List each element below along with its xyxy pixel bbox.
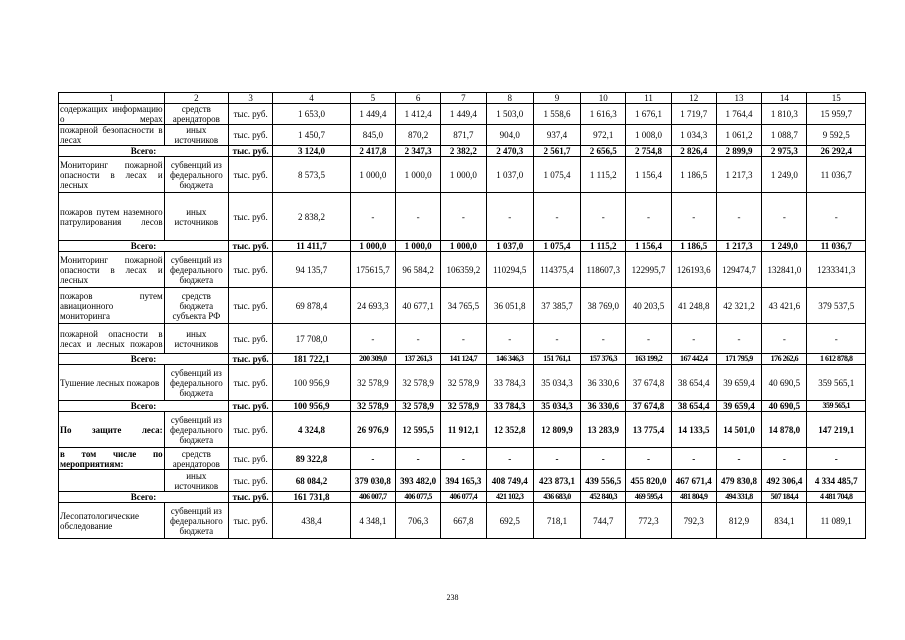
value-cell: 718,1 [533, 503, 580, 539]
value-cell: - [671, 324, 716, 354]
value-cell-col4: 8 573,5 [273, 157, 350, 193]
value-cell: 39 659,4 [716, 401, 761, 412]
value-cell: 4 348,1 [350, 503, 395, 539]
unit-cell: тыс. руб. [229, 193, 273, 241]
value-cell: 34 765,5 [441, 288, 486, 324]
value-cell: 1 037,0 [486, 241, 533, 252]
value-cell-col4: 1 653,0 [273, 104, 350, 125]
value-cell: 1 000,0 [350, 241, 395, 252]
value-cell: 1 676,1 [626, 104, 671, 125]
value-cell: 492 306,4 [762, 470, 807, 492]
value-cell: 406 007,7 [350, 492, 395, 503]
funding-source-cell: субвенций из федерального бюджета [164, 252, 228, 288]
table-row [59, 157, 866, 193]
value-cell: 12 809,9 [533, 412, 580, 448]
value-cell: 706,3 [396, 503, 441, 539]
column-number-cell: 9 [533, 93, 580, 104]
value-cell: 41 248,8 [671, 288, 716, 324]
page-number: 238 [446, 593, 459, 602]
value-cell: 36 330,6 [581, 401, 626, 412]
value-cell-col4: 161 731,8 [273, 492, 350, 503]
value-cell: 39 659,4 [716, 365, 761, 401]
value-cell: 904,0 [486, 125, 533, 146]
value-cell: 1 612 878,8 [807, 354, 866, 365]
value-cell: 42 321,2 [716, 288, 761, 324]
value-cell: 1 810,3 [762, 104, 807, 125]
value-cell: 36 051,8 [486, 288, 533, 324]
value-cell: - [350, 448, 395, 470]
funding-source-cell: субвенций из федерального бюджета [164, 157, 228, 193]
value-cell: - [626, 324, 671, 354]
table-row [59, 470, 866, 492]
value-cell: 421 102,3 [486, 492, 533, 503]
value-cell: 406 077,5 [396, 492, 441, 503]
value-cell: 667,8 [441, 503, 486, 539]
value-cell: - [807, 448, 866, 470]
value-cell: 40 690,5 [762, 365, 807, 401]
column-number-cell: 8 [486, 93, 533, 104]
value-cell: - [533, 193, 580, 241]
column-number-cell: 15 [807, 93, 866, 104]
value-cell: 175615,7 [350, 252, 395, 288]
value-cell: 1 186,5 [671, 241, 716, 252]
total-label: Всего: [59, 492, 229, 503]
unit-cell: тыс. руб. [229, 354, 273, 365]
value-cell: 1 217,3 [716, 157, 761, 193]
unit-cell: тыс. руб. [229, 146, 273, 157]
value-cell: - [762, 448, 807, 470]
value-cell: 972,1 [581, 125, 626, 146]
value-cell: 1 156,4 [626, 157, 671, 193]
funding-source-cell: субвенций из федерального бюджета [164, 412, 228, 448]
value-cell: 2 470,3 [486, 146, 533, 157]
measure-name-cell: в том числе по мероприятиям: [60, 448, 163, 469]
value-cell: 1 249,0 [762, 241, 807, 252]
funding-source-cell: средств бюджета субъекта РФ [164, 288, 228, 324]
value-cell: 2 826,4 [671, 146, 716, 157]
value-cell: - [533, 324, 580, 354]
value-cell: 11 912,1 [441, 412, 486, 448]
funding-source-cell: иных источников [164, 193, 228, 241]
value-cell-col4: 438,4 [273, 503, 350, 539]
total-row [59, 401, 866, 412]
value-cell: 870,2 [396, 125, 441, 146]
value-cell: - [396, 324, 441, 354]
value-cell: 38 654,4 [671, 365, 716, 401]
value-cell: 24 693,3 [350, 288, 395, 324]
value-cell-col4: 4 324,8 [273, 412, 350, 448]
column-number-cell: 6 [396, 93, 441, 104]
value-cell: - [716, 448, 761, 470]
value-cell: 1 449,4 [441, 104, 486, 125]
column-number-cell: 12 [671, 93, 716, 104]
value-cell: 494 331,8 [716, 492, 761, 503]
unit-cell: тыс. руб. [229, 503, 273, 539]
value-cell: 37 674,8 [626, 401, 671, 412]
value-cell: 132841,0 [762, 252, 807, 288]
value-cell: 157 376,3 [581, 354, 626, 365]
value-cell: 1 558,6 [533, 104, 580, 125]
value-cell: 359 565,1 [807, 365, 866, 401]
measure-name-cell: По защите леса: [59, 412, 165, 448]
column-number-cell: 13 [716, 93, 761, 104]
value-cell: 32 578,9 [350, 401, 395, 412]
value-cell: 14 878,0 [762, 412, 807, 448]
value-cell: 359 565,1 [807, 401, 866, 412]
value-cell-col4: 68 084,2 [273, 470, 350, 492]
total-row [59, 146, 866, 157]
total-row [59, 354, 866, 365]
value-cell: 167 442,4 [671, 354, 716, 365]
column-number-header [59, 93, 866, 104]
value-cell: 812,9 [716, 503, 761, 539]
column-number-cell: 14 [762, 93, 807, 104]
value-cell: 2 754,8 [626, 146, 671, 157]
value-cell: 14 501,0 [716, 412, 761, 448]
measure-name-cell: пожаров путем авиационного мониторинга [59, 288, 165, 324]
value-cell: 1 075,4 [533, 157, 580, 193]
value-cell: 2 561,7 [533, 146, 580, 157]
value-cell: 1 616,3 [581, 104, 626, 125]
value-cell: 1 186,5 [671, 157, 716, 193]
unit-cell: тыс. руб. [229, 412, 273, 448]
measure-name-cell [59, 470, 165, 492]
value-cell: 379 537,5 [807, 288, 866, 324]
value-cell: 2 656,5 [581, 146, 626, 157]
value-cell: 834,1 [762, 503, 807, 539]
value-cell: 35 034,3 [533, 365, 580, 401]
value-cell-col4: 181 722,1 [273, 354, 350, 365]
value-cell: 37 674,8 [626, 365, 671, 401]
value-cell: 126193,6 [671, 252, 716, 288]
unit-cell: тыс. руб. [229, 401, 273, 412]
value-cell: 1 037,0 [486, 157, 533, 193]
value-cell-col4: 2 838,2 [273, 193, 350, 241]
value-cell: 106359,2 [441, 252, 486, 288]
value-cell: 96 584,2 [396, 252, 441, 288]
value-cell: 1 075,4 [533, 241, 580, 252]
value-cell-col4: 100 956,9 [273, 365, 350, 401]
unit-cell: тыс. руб. [229, 252, 273, 288]
total-row [59, 492, 866, 503]
value-cell: 32 578,9 [350, 365, 395, 401]
value-cell: 1 503,0 [486, 104, 533, 125]
value-cell: 394 165,3 [441, 470, 486, 492]
total-label: Всего: [59, 241, 229, 252]
value-cell: 40 677,1 [396, 288, 441, 324]
value-cell: 393 482,0 [396, 470, 441, 492]
value-cell: 1 719,7 [671, 104, 716, 125]
table-row [59, 365, 866, 401]
value-cell-col4: 94 135,7 [273, 252, 350, 288]
value-cell: 406 077,4 [441, 492, 486, 503]
value-cell: 11 036,7 [807, 157, 866, 193]
column-number-cell: 1 [59, 93, 165, 104]
value-cell: 479 830,8 [716, 470, 761, 492]
value-cell: - [807, 324, 866, 354]
value-cell: 176 262,6 [762, 354, 807, 365]
value-cell: 1233341,3 [807, 252, 866, 288]
value-cell: 110294,5 [486, 252, 533, 288]
funding-source-cell: средств арендаторов [164, 448, 228, 470]
value-cell: 423 873,1 [533, 470, 580, 492]
funding-source-cell: иных источников [164, 324, 228, 354]
value-cell: 845,0 [350, 125, 395, 146]
value-cell: 772,3 [626, 503, 671, 539]
value-cell: - [671, 193, 716, 241]
value-cell: 481 804,9 [671, 492, 716, 503]
column-number-cell: 10 [581, 93, 626, 104]
funding-source-cell: субвенций из федерального бюджета [164, 365, 228, 401]
value-cell: 38 769,0 [581, 288, 626, 324]
value-cell: - [762, 193, 807, 241]
value-cell: - [626, 193, 671, 241]
value-cell: - [533, 448, 580, 470]
value-cell: 12 595,5 [396, 412, 441, 448]
measure-name-cell: Мониторинг пожарной опасности в лесах и лесных [59, 252, 165, 288]
value-cell: - [486, 193, 533, 241]
value-cell: 744,7 [581, 503, 626, 539]
value-cell: 151 761,1 [533, 354, 580, 365]
total-label: Всего: [59, 401, 229, 412]
value-cell: 9 592,5 [807, 125, 866, 146]
value-cell: - [441, 448, 486, 470]
value-cell: - [671, 448, 716, 470]
value-cell: 2 975,3 [762, 146, 807, 157]
value-cell: 1 000,0 [350, 157, 395, 193]
unit-cell: тыс. руб. [229, 125, 273, 146]
value-cell: 1 000,0 [396, 157, 441, 193]
value-cell: 1 034,3 [671, 125, 716, 146]
value-cell: 4 334 485,7 [807, 470, 866, 492]
value-cell: 13 775,4 [626, 412, 671, 448]
value-cell-col4: 3 124,0 [273, 146, 350, 157]
measure-name-cell: Лесопатологические обследование [59, 503, 165, 539]
value-cell: 14 133,5 [671, 412, 716, 448]
column-number-cell: 7 [441, 93, 486, 104]
value-cell: 2 417,8 [350, 146, 395, 157]
value-cell: 137 261,3 [396, 354, 441, 365]
value-cell-col4: 1 450,7 [273, 125, 350, 146]
value-cell: 32 578,9 [441, 401, 486, 412]
total-row [59, 241, 866, 252]
measure-name-cell: пожарной безопасности в лесах [60, 125, 163, 145]
value-cell: 129474,7 [716, 252, 761, 288]
value-cell: 11 036,7 [807, 241, 866, 252]
value-cell: - [350, 324, 395, 354]
column-number-cell: 3 [229, 93, 273, 104]
value-cell: 33 784,3 [486, 365, 533, 401]
value-cell: - [486, 324, 533, 354]
value-cell: - [581, 448, 626, 470]
value-cell: 452 840,3 [581, 492, 626, 503]
unit-cell: тыс. руб. [229, 104, 273, 125]
value-cell: 2 347,3 [396, 146, 441, 157]
total-label: Всего: [59, 146, 229, 157]
value-cell: - [441, 193, 486, 241]
column-number-cell: 2 [164, 93, 228, 104]
value-cell-col4: 69 878,4 [273, 288, 350, 324]
table-row [59, 193, 866, 241]
value-cell: - [350, 193, 395, 241]
value-cell-col4: 11 411,7 [273, 241, 350, 252]
value-cell: 937,4 [533, 125, 580, 146]
value-cell: 163 199,2 [626, 354, 671, 365]
total-label: Всего: [59, 354, 229, 365]
value-cell: 26 976,9 [350, 412, 395, 448]
value-cell: 118607,3 [581, 252, 626, 288]
value-cell: 692,5 [486, 503, 533, 539]
value-cell: 507 184,4 [762, 492, 807, 503]
table-row [59, 104, 866, 125]
value-cell: 36 330,6 [581, 365, 626, 401]
value-cell: - [716, 193, 761, 241]
funding-source-cell: иных источников [164, 125, 228, 146]
value-cell: 792,3 [671, 503, 716, 539]
funding-source-cell: иных источников [164, 470, 228, 492]
value-cell: 1 115,2 [581, 241, 626, 252]
value-cell: 1 088,7 [762, 125, 807, 146]
value-cell: 436 683,0 [533, 492, 580, 503]
measure-name-cell: Тушение лесных пожаров [59, 365, 165, 401]
unit-cell: тыс. руб. [229, 324, 273, 354]
unit-cell: тыс. руб. [229, 470, 273, 492]
value-cell: - [396, 448, 441, 470]
measure-name-cell: пожаров путем наземного патрулирования лесов [59, 193, 165, 241]
value-cell: 1 449,4 [350, 104, 395, 125]
value-cell: 40 690,5 [762, 401, 807, 412]
value-cell: 2 382,2 [441, 146, 486, 157]
value-cell: 1 412,4 [396, 104, 441, 125]
column-number-cell: 11 [626, 93, 671, 104]
unit-cell: тыс. руб. [229, 365, 273, 401]
value-cell: - [486, 448, 533, 470]
table-row [59, 324, 866, 354]
value-cell: 200 309,0 [350, 354, 395, 365]
value-cell: 1 000,0 [396, 241, 441, 252]
table-row [59, 412, 866, 448]
value-cell: 32 578,9 [396, 401, 441, 412]
unit-cell: тыс. руб. [229, 241, 273, 252]
value-cell: 871,7 [441, 125, 486, 146]
value-cell: 1 249,0 [762, 157, 807, 193]
value-cell: - [762, 324, 807, 354]
unit-cell: тыс. руб. [229, 492, 273, 503]
value-cell: 1 764,4 [716, 104, 761, 125]
value-cell: - [441, 324, 486, 354]
value-cell: 147 219,1 [807, 412, 866, 448]
value-cell: 1 061,2 [716, 125, 761, 146]
measure-name-cell: Мониторинг пожарной опасности в лесах и лесных [59, 157, 165, 193]
value-cell: 146 346,3 [486, 354, 533, 365]
value-cell: 171 795,9 [716, 354, 761, 365]
value-cell: 12 352,8 [486, 412, 533, 448]
value-cell: 1 008,0 [626, 125, 671, 146]
measure-name-cell: содержащих информацию о мерах [60, 104, 163, 124]
value-cell: - [716, 324, 761, 354]
value-cell: 379 030,8 [350, 470, 395, 492]
value-cell: 38 654,4 [671, 401, 716, 412]
value-cell: 141 124,7 [441, 354, 486, 365]
value-cell: 32 578,9 [396, 365, 441, 401]
budget-table [58, 92, 866, 539]
value-cell-col4: 100 956,9 [273, 401, 350, 412]
value-cell: 467 671,4 [671, 470, 716, 492]
table-row [59, 252, 866, 288]
value-cell: 114375,4 [533, 252, 580, 288]
value-cell: 35 034,3 [533, 401, 580, 412]
value-cell: - [581, 324, 626, 354]
table-row [59, 125, 866, 146]
value-cell: 43 421,6 [762, 288, 807, 324]
value-cell: 32 578,9 [441, 365, 486, 401]
funding-source-cell: субвенций из федерального бюджета [164, 503, 228, 539]
value-cell: 40 203,5 [626, 288, 671, 324]
value-cell: 33 784,3 [486, 401, 533, 412]
unit-cell: тыс. руб. [229, 448, 273, 470]
value-cell: 455 820,0 [626, 470, 671, 492]
value-cell: 13 283,9 [581, 412, 626, 448]
measure-name-cell: пожарной опасности в лесах и лесных пожаров [59, 324, 165, 354]
table-row [59, 448, 866, 470]
value-cell: 4 481 704,8 [807, 492, 866, 503]
value-cell: 11 089,1 [807, 503, 866, 539]
value-cell: 1 156,4 [626, 241, 671, 252]
table-row [59, 503, 866, 539]
funding-source-cell: средств арендаторов [164, 104, 228, 125]
value-cell: 439 556,5 [581, 470, 626, 492]
value-cell: 26 292,4 [807, 146, 866, 157]
value-cell: 1 000,0 [441, 157, 486, 193]
value-cell: 2 899,9 [716, 146, 761, 157]
column-number-cell: 4 [273, 93, 350, 104]
value-cell: 408 749,4 [486, 470, 533, 492]
value-cell: 1 115,2 [581, 157, 626, 193]
value-cell-col4: 17 708,0 [273, 324, 350, 354]
value-cell: 37 385,7 [533, 288, 580, 324]
value-cell: - [626, 448, 671, 470]
value-cell: 1 000,0 [441, 241, 486, 252]
value-cell: 15 959,7 [807, 104, 866, 125]
value-cell: - [581, 193, 626, 241]
value-cell: 1 217,3 [716, 241, 761, 252]
table-row [59, 288, 866, 324]
column-number-cell: 5 [350, 93, 395, 104]
unit-cell: тыс. руб. [229, 157, 273, 193]
value-cell: 469 595,4 [626, 492, 671, 503]
unit-cell: тыс. руб. [229, 288, 273, 324]
value-cell-col4: 89 322,8 [273, 448, 350, 470]
value-cell: 122995,7 [626, 252, 671, 288]
value-cell: - [396, 193, 441, 241]
value-cell: - [807, 193, 866, 241]
